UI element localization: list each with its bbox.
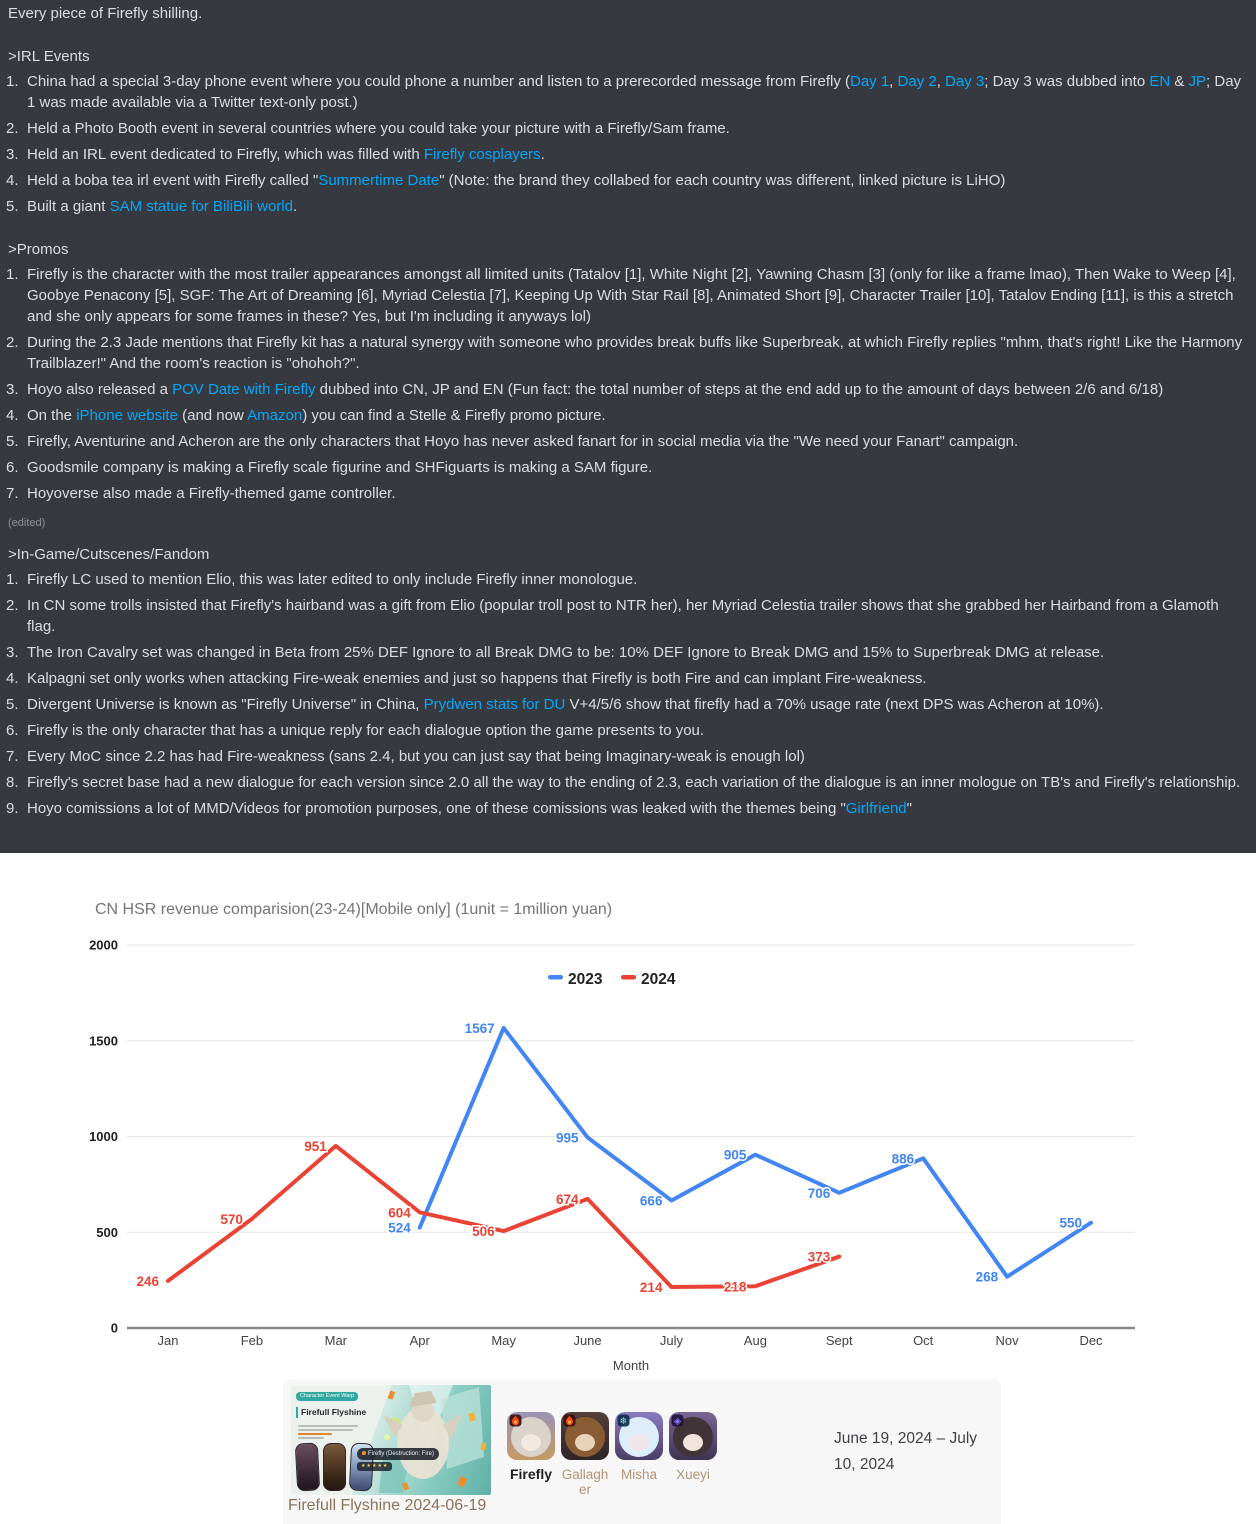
banner-title: Firefull Flyshine: [296, 1407, 366, 1418]
x-axis-tick: July: [659, 1333, 684, 1348]
data-label: 550: [1059, 1215, 1083, 1231]
avatar-column: [666, 1412, 720, 1497]
x-axis-tick: Sept: [825, 1333, 853, 1348]
section-heading: >In-Game/Cutscenes/Fandom: [8, 546, 210, 563]
avatar-column: [504, 1412, 558, 1497]
list-item: 4. Kalpagni set only works when attacking Fire-weak enemies and just so happens that Firefly is both Fire and can implant Fire-weakness.: [6, 670, 927, 687]
character-avatar[interactable]: [615, 1412, 663, 1460]
x-axis-tick: Dec: [1079, 1333, 1103, 1348]
inline-link[interactable]: POV Date with Firefly: [172, 381, 316, 398]
inline-link[interactable]: Day 1: [849, 73, 890, 90]
legend-swatch: [621, 975, 636, 980]
inline-link[interactable]: Day 3: [945, 73, 985, 90]
data-label: 218: [723, 1279, 747, 1295]
banner-text-line: [298, 1429, 353, 1431]
list-item-number: 2.: [6, 120, 19, 137]
character-avatar[interactable]: [561, 1412, 609, 1460]
message-sections: [8, 46, 1246, 819]
inline-link[interactable]: iPhone website: [76, 407, 178, 424]
list-item: 1. Firefly LC used to mention Elio, this was later edited to only include Firefly inner monologue.: [6, 571, 638, 588]
data-label: 706: [807, 1185, 831, 1201]
inline-link[interactable]: Prydwen stats for DU: [423, 696, 566, 713]
character-avatar[interactable]: [507, 1412, 555, 1460]
svg-text:❄: ❄: [619, 1416, 628, 1427]
list-item-number: 8.: [6, 774, 19, 791]
list-item-number: 5.: [6, 433, 19, 450]
edited-label: (edited): [8, 517, 46, 529]
character-name[interactable]: Misha: [620, 1467, 657, 1482]
message-intro: Every piece of Firefly shilling.: [8, 5, 203, 22]
x-axis-tick: Mar: [324, 1333, 348, 1348]
section-list: [8, 71, 1246, 217]
banner-unit-pill: Firefly (Destruction: Fire): [357, 1448, 439, 1460]
list-item: 5. Firefly, Aventurine and Acheron are the only characters that Hoyo has never asked fanart for in social media via the "We need your Fanart" campaign.: [6, 433, 1019, 450]
list-item: 3. Held an IRL event dedicated to Firefly, which was filled with Firefly cosplayers.: [6, 146, 545, 163]
y-axis-tick: 500: [96, 1224, 118, 1240]
avatar-face: [575, 1434, 595, 1451]
list-item-number: 3.: [6, 644, 19, 661]
svg-text:◈: ◈: [673, 1416, 682, 1427]
banner-text-line: [298, 1425, 358, 1427]
list-item-number: 7.: [6, 748, 19, 765]
rarity-stars: ★★★★★: [357, 1462, 392, 1471]
character-name[interactable]: Firefly: [509, 1466, 552, 1482]
list-item: 6. Goodsmile company is making a Firefly scale figurine and SHFiguarts is making a SAM figure.: [6, 459, 653, 476]
inline-link[interactable]: Girlfriend: [845, 800, 907, 817]
series-line-2024: [168, 1146, 839, 1287]
list-item-number: 1.: [6, 266, 19, 283]
data-label: 1567: [464, 1020, 495, 1036]
list-item: 4. On the iPhone website (and now Amazon) you can find a Stelle & Firefly promo picture.: [6, 407, 606, 424]
banner-text-line: [298, 1433, 332, 1435]
data-label: 995: [556, 1130, 579, 1146]
x-axis-tick: Jan: [157, 1333, 179, 1348]
legend-label[interactable]: 2023: [568, 971, 603, 988]
y-axis-tick: 1500: [89, 1033, 118, 1049]
data-label: 666: [639, 1193, 663, 1209]
data-label: 506: [472, 1224, 495, 1240]
list-item-number: 9.: [6, 800, 19, 817]
x-axis-label: Month: [612, 1358, 650, 1373]
data-label: 905: [723, 1147, 747, 1163]
inline-link[interactable]: Amazon: [247, 407, 303, 424]
list-item: 8. Firefly's secret base had a new dialogue for each version since 2.0 all the way to the ending of 2.3, each variation of the dialogue is an inner mologue on TB's and Firefly's relationship.: [6, 774, 1241, 791]
character-name[interactable]: Xueyi: [676, 1467, 710, 1482]
data-label: 246: [136, 1273, 159, 1289]
y-axis-tick: 0: [110, 1320, 118, 1336]
series-line-2023: [420, 1028, 1091, 1277]
list-item: 2. During the 2.3 Jade mentions that Firefly kit has a natural synergy with someone who provides break buffs like Superbreak, at which Firefly replies "mhm, that's right! Like the Harmony Trailblazer!" And the room's reaction is "ohohoh?".: [6, 334, 1243, 372]
list-item-number: 5.: [6, 198, 19, 215]
mini-character-card: [323, 1443, 346, 1491]
avatar-face: [683, 1434, 703, 1451]
ice-icon: [617, 1414, 630, 1427]
inline-link[interactable]: Summertime Date: [318, 172, 440, 189]
list-item-number: 7.: [6, 485, 19, 502]
fire-icon: [362, 1451, 366, 1455]
x-axis-tick: June: [573, 1333, 602, 1348]
list-item: 9. Hoyo comissions a lot of MMD/Videos for promotion purposes, one of these comissions was leaked with the themes being "Girlfriend": [6, 800, 912, 817]
list-item-number: 2.: [6, 597, 19, 614]
banner-badge: Character Event Warp: [296, 1392, 358, 1401]
banner-text-line: [298, 1437, 324, 1439]
list-item-number: 4.: [6, 172, 19, 189]
event-banner-image[interactable]: [291, 1385, 491, 1495]
data-label: 214: [639, 1280, 663, 1296]
list-item-number: 3.: [6, 146, 19, 163]
legend-label[interactable]: 2024: [641, 971, 676, 988]
data-label: 570: [220, 1211, 243, 1227]
list-item: 7. Every MoC since 2.2 has had Fire-weakness (sans 2.4, but you can just say that being Imaginary-weak is enough lol): [6, 748, 805, 765]
legend-swatch: [548, 975, 563, 980]
list-item: 5. Divergent Universe is known as "Firefly Universe" in China, Prydwen stats for DU V+4/5/6 show that firefly had a 70% usage rate (next DPS was Acheron at 10%).: [6, 696, 1104, 713]
avatar-column: [558, 1412, 612, 1497]
list-item: 3. The Iron Cavalry set was changed in Beta from 25% DEF Ignore to all Break DMG to be: 10% DEF Ignore to Break DMG and 15% to Superbreak DMG at release.: [6, 644, 1105, 661]
list-item-number: 1.: [6, 73, 19, 90]
avatar-column: [612, 1412, 666, 1497]
data-label: 373: [807, 1249, 831, 1265]
list-item: 6. Firefly is the only character that has a unique reply for each dialogue option the game presents to you.: [6, 722, 705, 739]
x-axis-tick: Nov: [995, 1333, 1019, 1348]
list-item-number: 6.: [6, 459, 19, 476]
list-item: 1. Firefly is the character with the most trailer appearances amongst all limited units (Tatalov [1], White Night [2], Yawning Chasm [3] (only for like a frame lmao), Then Wake to Weep [4], Goobye Penacony [5], SGF: The Art of Dreaming [6], Myriad Celestia [7], Keeping Up With Star Rail [8], Animated Short [9], Character Trailer [10], Tatalov Ending [11], is this a stretch and she only appears for some frames in these? Yes, but I'm including it anyways lol): [6, 266, 1236, 325]
inline-link[interactable]: EN: [1149, 73, 1171, 90]
quantum-icon: [671, 1414, 684, 1427]
character-avatar[interactable]: [669, 1412, 717, 1460]
fire-icon: [509, 1414, 522, 1427]
section-list: [8, 264, 1246, 504]
list-item-number: 1.: [6, 571, 19, 588]
character-avatar-row: [504, 1412, 720, 1497]
banner-info-panel: [291, 1385, 375, 1495]
list-item-number: 4.: [6, 670, 19, 687]
inline-link[interactable]: Firefly cosplayers: [423, 146, 541, 163]
list-item: 4. Held a boba tea irl event with Firefly called "Summertime Date" (Note: the brand they collabed for each country was different, linked picture is LiHO): [6, 172, 1006, 189]
list-item-number: 5.: [6, 696, 19, 713]
mini-character-card: [295, 1442, 320, 1491]
x-axis-tick: Aug: [743, 1333, 767, 1348]
y-axis-tick: 2000: [89, 937, 118, 953]
list-item: 2. Held a Photo Booth event in several countries where you could take your picture with a Firefly/Sam frame.: [6, 120, 730, 137]
data-label: 674: [556, 1191, 579, 1207]
y-axis-tick: 1000: [89, 1129, 118, 1144]
section-heading: >Promos: [8, 241, 69, 258]
event-date-range: June 19, 2024 – July 10, 2024: [834, 1430, 978, 1473]
list-item-number: 6.: [6, 722, 19, 739]
chart-title: CN HSR revenue comparision(23-24)[Mobile only] (1unit = 1million yuan): [95, 901, 613, 918]
fire-icon: [563, 1414, 576, 1427]
data-label: 524: [388, 1220, 411, 1236]
list-item: 1. China had a special 3-day phone event where you could phone a number and listen to a prerecorded message from Firefly (Day 1, Day 2, Day 3; Day 3 was dubbed into EN & JP; Day 1 was made available via a Twitter text-only post.): [6, 73, 1242, 111]
list-item: 5. Built a giant SAM statue for BiliBili world.: [6, 198, 298, 215]
character-name[interactable]: Gallagher: [561, 1467, 609, 1497]
list-item: 3. Hoyo also released a POV Date with Firefly dubbed into CN, JP and EN (Fun fact: the total number of steps at the end add up to the amount of days between 2/6 and 6/18): [6, 381, 1164, 398]
chart-image-attachment[interactable]: [0, 853, 1256, 1524]
section-list: [8, 569, 1246, 819]
list-item: 2. In CN some trolls insisted that Firefly's hairband was a gift from Elio (popular troll post to NTR her), her Myriad Celestia trailer shows that she grabbed her Hairband from a Glamoth flag.: [6, 597, 1219, 635]
list-item-number: 3.: [6, 381, 19, 398]
inline-link[interactable]: SAM statue for BiliBili world: [109, 198, 293, 215]
avatar-face: [629, 1434, 649, 1451]
x-axis-tick: Feb: [240, 1333, 264, 1348]
inline-link[interactable]: Day 2: [897, 73, 937, 90]
event-link[interactable]: Firefull Flyshine 2024-06-19: [288, 1497, 487, 1514]
list-item: 7. Hoyoverse also made a Firefly-themed game controller.: [6, 485, 396, 502]
x-axis-tick: Apr: [409, 1333, 430, 1348]
data-label: 604: [388, 1205, 411, 1221]
x-axis-tick: Oct: [913, 1333, 934, 1348]
list-item-number: 4.: [6, 407, 19, 424]
data-label: 951: [304, 1138, 327, 1154]
data-label: 268: [975, 1269, 999, 1285]
event-card: [283, 1379, 1001, 1524]
inline-link[interactable]: JP: [1188, 73, 1207, 90]
x-axis-tick: May: [491, 1333, 516, 1348]
section-heading: >IRL Events: [8, 48, 90, 65]
avatar-face: [521, 1434, 541, 1451]
data-label: 886: [891, 1151, 915, 1167]
list-item-number: 2.: [6, 334, 19, 351]
